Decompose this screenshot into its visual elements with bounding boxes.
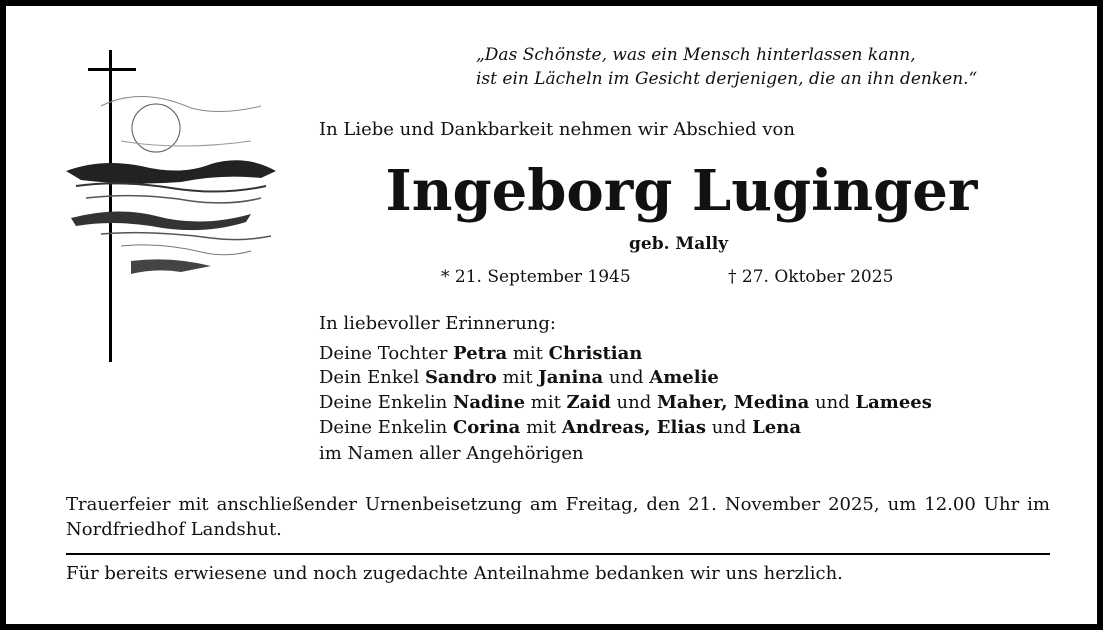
mourner-text: und [610,392,657,413]
mourner-line [319,343,642,364]
mourner-name: Amelie [649,367,719,388]
divider [66,553,1050,555]
mourner-name: Corina [452,417,521,438]
deceased-name: Ingeborg Luginger [385,158,978,224]
mourner-name: Nadine [452,392,526,413]
mourner-text: und [809,392,856,413]
mourner-name: Lamees [855,392,932,413]
mourner-line [319,367,719,388]
birth-date: * 21. September 1945 [441,267,631,287]
mourners-heading: In liebevoller Erinnerung: [319,313,556,334]
mourner-text: mit [520,417,562,438]
thanks-text: Für bereits erwiesene und noch zugedachte Anteilnahme bedanken wir uns herzlich. [66,563,843,584]
mourner-text: Deine Tochter [319,343,454,364]
quote-line-2: ist ein Lächeln im Gesicht derjenigen, die an ihn denken.“ [476,69,978,89]
funeral-service-info: Trauerfeier mit anschließender Urnenbeisetzung am Freitag, den 21. November 2025, um 12.00 Uhr im Nordfriedhof Landshut. [66,494,1050,540]
mourner-name: Janina [538,367,604,388]
maiden-name: geb. Mally [629,234,729,254]
mourner-name: Lena [752,417,801,438]
mourner-text: mit [507,343,549,364]
mourner-text: und [603,367,650,388]
intro-text: In Liebe und Dankbarkeit nehmen wir Abschied von [319,119,795,140]
mourner-text: im Namen aller Angehörigen [319,443,584,464]
mourner-text: und [705,417,753,438]
mourner-name: Petra [453,343,508,364]
mourner-name: Sandro [424,367,497,388]
mourner-name: Zaid [566,392,611,413]
mourner-text: mit [496,367,539,388]
mourner-name: Maher, Medina [656,392,810,413]
mourner-text: Deine Enkelin [319,392,453,413]
mourner-name: Andreas, Elias [561,417,706,438]
mourner-name: Christian [548,343,643,364]
mourner-text: Dein Enkel [319,367,425,388]
death-date: † 27. Oktober 2025 [728,267,894,287]
mourner-line [319,417,801,438]
mourner-line [319,392,932,413]
mourner-text: Deine Enkelin [319,417,453,438]
quote-line-1: „Das Schönste, was ein Mensch hinterlassen kann, [476,45,916,65]
mourner-line [319,443,584,464]
mourner-text: mit [525,392,567,413]
